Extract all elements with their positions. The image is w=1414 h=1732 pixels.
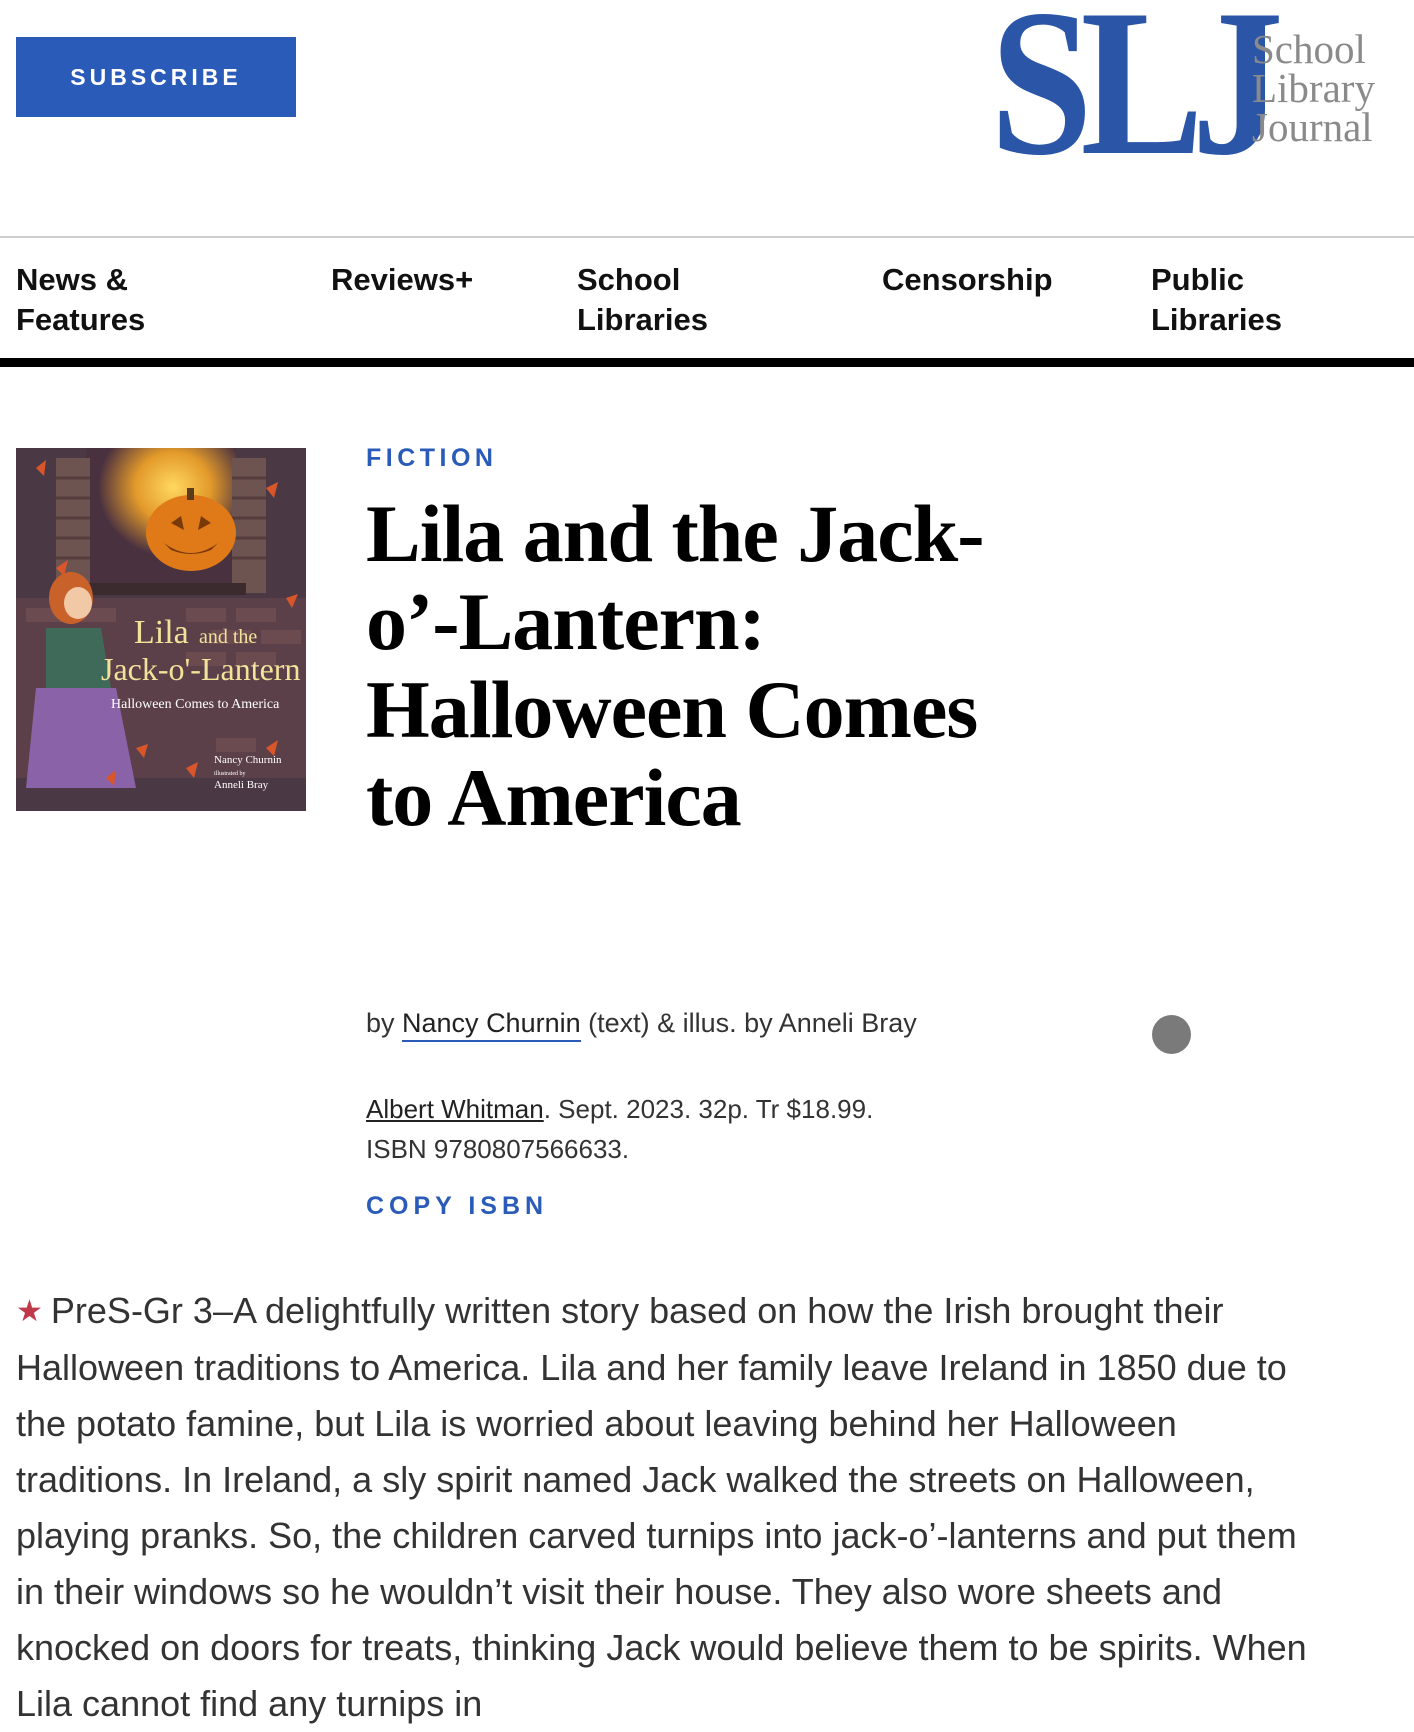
copy-isbn-button[interactable]: COPY ISBN: [366, 1192, 549, 1220]
main-nav: [0, 260, 1414, 360]
cover-illustrator: Anneli Bray: [214, 779, 269, 791]
isbn-line: ISBN 9780807566633.: [366, 1134, 630, 1164]
starred-review-icon: ★: [16, 1295, 43, 1328]
cover-title-jack: Jack-o'-Lantern: [101, 651, 301, 687]
slj-logo[interactable]: [990, 0, 1390, 205]
cover-author: Nancy Churnin: [214, 754, 282, 766]
publication-details: . Sept. 2023. 32p. Tr $18.99.: [543, 1094, 874, 1124]
author-link[interactable]: Nancy Churnin: [402, 1008, 581, 1042]
publication-info: [366, 1089, 873, 1169]
publisher-link[interactable]: Albert Whitman: [366, 1094, 544, 1124]
nav-divider: [0, 358, 1414, 367]
nav-item-news-features[interactable]: News & Features: [16, 262, 146, 337]
logo-wordmark: [1252, 26, 1375, 150]
publication-line: [366, 1089, 873, 1129]
byline-suffix: (text) & illus. by Anneli Bray: [580, 1008, 917, 1038]
logo-mark: SLJ: [990, 0, 1272, 199]
byline: [366, 1008, 917, 1039]
page-title: Lila and the Jack-o’-Lantern: Halloween Comes to America: [366, 488, 984, 843]
category-label[interactable]: FICTION: [366, 444, 498, 472]
nav-item-reviews[interactable]: Reviews+: [331, 262, 474, 297]
nav-item-public-libraries[interactable]: Public Libraries: [1151, 262, 1282, 337]
nav-item-school-libraries[interactable]: School Libraries: [577, 262, 708, 337]
bookmark-dot-icon[interactable]: [1152, 1015, 1191, 1054]
cover-title-and: and the: [199, 626, 258, 648]
book-cover-image: [16, 448, 306, 811]
cover-title-lila: Lila: [134, 614, 189, 651]
header-divider: [0, 236, 1414, 238]
cover-illustrated-by: illustrated by: [214, 771, 246, 777]
review-text: PreS-Gr 3–A delightfully written story based on how the Irish brought their Halloween traditions to America. Lila and her family leave Ireland in 1850 due to the potato famine, but Lila is worried about leaving behind her Halloween traditions. In Ireland, a sly spirit named Jack walked the streets on Halloween, playing pranks. So, the children carved turnips into jack-o’-lanterns and put them in their windows so he wouldn’t visit their house. They also wore sheets and knocked on doors for treats, thinking Jack would believe them to be spirits. When Lila cannot find any turnips in: [16, 1290, 1307, 1724]
review-body: [16, 1283, 1316, 1732]
nav-item-censorship[interactable]: Censorship: [882, 262, 1053, 297]
logo-line-library: Library: [1252, 65, 1375, 111]
logo-line-school: School: [1252, 26, 1366, 72]
logo-line-journal: Journal: [1252, 104, 1373, 150]
subscribe-button[interactable]: SUBSCRIBE: [16, 37, 296, 117]
byline-prefix: by: [366, 1008, 403, 1038]
cover-subtitle: Halloween Comes to America: [111, 697, 280, 712]
